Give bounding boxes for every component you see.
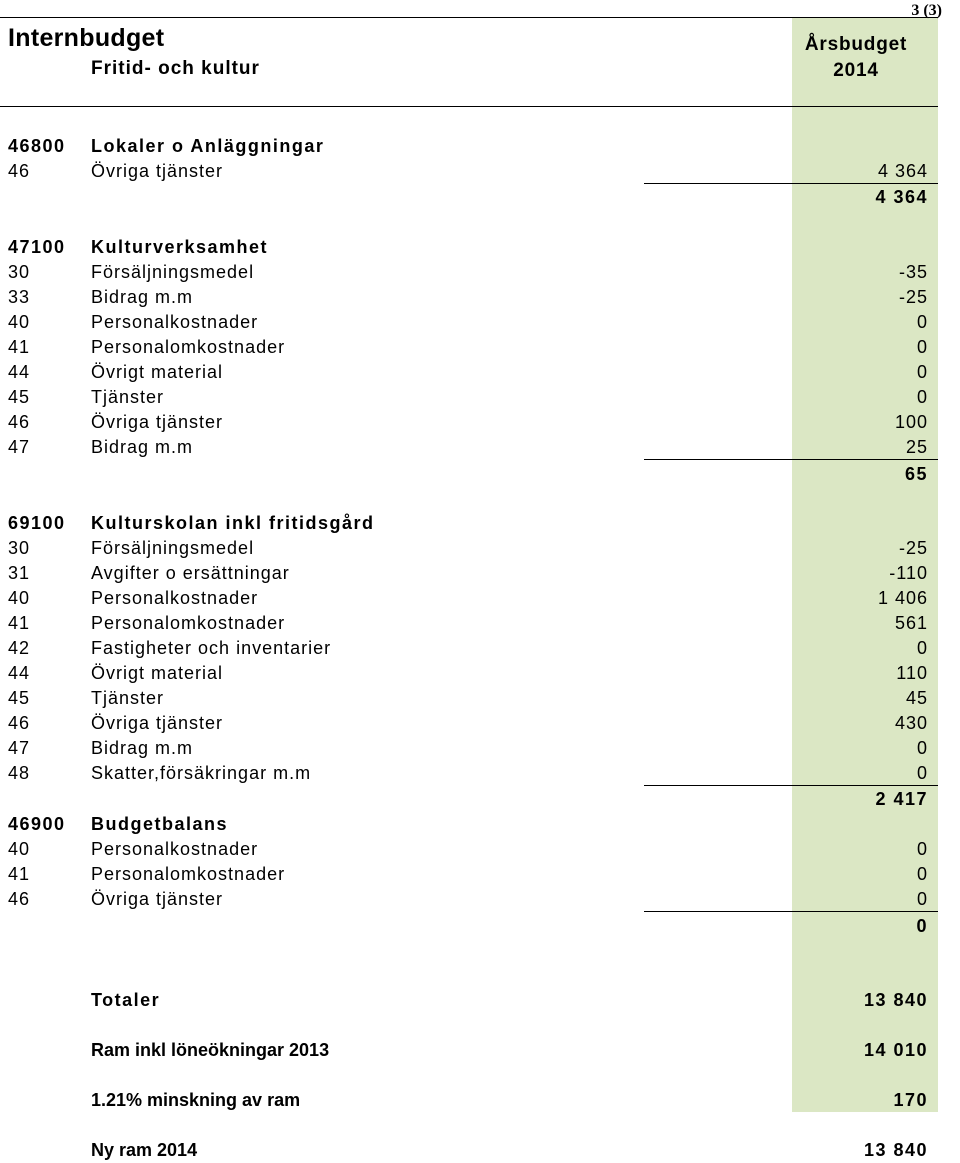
section-header xyxy=(0,812,938,837)
header-separator xyxy=(0,106,938,107)
account-value: -35 xyxy=(898,262,928,282)
summary-label: Ram inkl löneökningar 2013 xyxy=(91,1040,330,1060)
account-code: 47 xyxy=(8,738,31,758)
summary-row-ram xyxy=(0,1038,938,1063)
table-row xyxy=(0,736,938,761)
account-label: Fastigheter och inventarier xyxy=(91,638,332,658)
account-label: Personalkostnader xyxy=(91,839,259,859)
account-code: 30 xyxy=(8,538,31,558)
account-label: Övriga tjänster xyxy=(91,713,224,733)
summary-label: Ny ram 2014 xyxy=(91,1140,198,1160)
table-row xyxy=(0,636,938,661)
account-value: 0 xyxy=(916,864,928,884)
section-name: Kulturverksamhet xyxy=(91,237,269,257)
section-total-value: 4 364 xyxy=(875,187,928,207)
account-code: 44 xyxy=(8,663,31,683)
summary-value: 14 010 xyxy=(863,1040,928,1060)
account-code: 33 xyxy=(8,287,31,307)
account-label: Personalkostnader xyxy=(91,312,259,332)
section-total-value: 2 417 xyxy=(875,789,928,809)
summary-row-totaler xyxy=(0,988,938,1013)
account-label: Avgifter o ersättningar xyxy=(91,563,290,583)
subtotal-rule xyxy=(644,183,938,184)
account-code: 40 xyxy=(8,588,31,608)
account-value: -110 xyxy=(889,563,928,583)
section-code: 47100 xyxy=(8,237,66,257)
account-label: Försäljningsmedel xyxy=(91,538,255,558)
table-row xyxy=(0,385,938,410)
table-row xyxy=(0,686,938,711)
header-top-rule xyxy=(0,17,938,18)
table-row xyxy=(0,335,938,360)
table-row xyxy=(0,661,938,686)
table-row xyxy=(0,837,938,862)
account-label: Personalomkostnader xyxy=(91,864,286,884)
account-value: 0 xyxy=(916,889,928,909)
account-label: Övriga tjänster xyxy=(91,161,224,181)
subtotal-rule xyxy=(644,911,938,912)
account-label: Övriga tjänster xyxy=(91,412,224,432)
section-code: 69100 xyxy=(8,513,66,533)
summary-label: Totaler xyxy=(91,990,161,1010)
account-label: Tjänster xyxy=(91,688,165,708)
account-label: Bidrag m.m xyxy=(91,287,194,307)
summary-row-minskning xyxy=(0,1088,938,1113)
table-row xyxy=(0,410,938,435)
account-value: 110 xyxy=(896,663,928,683)
table-row xyxy=(0,260,938,285)
account-label: Tjänster xyxy=(91,387,165,407)
account-value: 25 xyxy=(905,437,928,457)
section-total xyxy=(0,462,938,487)
account-code: 48 xyxy=(8,763,31,783)
section-header xyxy=(0,235,938,260)
account-label: Bidrag m.m xyxy=(91,738,194,758)
section-name: Lokaler o Anläggningar xyxy=(91,136,325,156)
account-code: 41 xyxy=(8,864,31,884)
section-header xyxy=(0,511,938,536)
table-row xyxy=(0,285,938,310)
account-value: 0 xyxy=(916,387,928,407)
column-year: 2014 xyxy=(833,60,879,81)
account-code: 46 xyxy=(8,161,31,181)
account-value: 0 xyxy=(916,312,928,332)
account-code: 41 xyxy=(8,613,31,633)
account-value: 45 xyxy=(905,688,928,708)
account-label: Skatter,försäkringar m.m xyxy=(91,763,312,783)
account-value: 561 xyxy=(894,613,928,633)
account-code: 46 xyxy=(8,889,31,909)
account-label: Personalomkostnader xyxy=(91,613,286,633)
summary-value: 170 xyxy=(893,1090,928,1110)
section-total-value: 65 xyxy=(904,464,928,484)
document-subtitle: Fritid- och kultur xyxy=(91,58,260,79)
account-label: Personalomkostnader xyxy=(91,337,286,357)
column-title: Årsbudget xyxy=(804,34,908,55)
account-code: 41 xyxy=(8,337,31,357)
table-row xyxy=(0,862,938,887)
account-value: -25 xyxy=(898,287,928,307)
section-code: 46800 xyxy=(8,136,66,156)
account-label: Övriga tjänster xyxy=(91,889,224,909)
summary-label: 1.21% minskning av ram xyxy=(91,1090,301,1110)
account-code: 40 xyxy=(8,839,31,859)
table-row xyxy=(0,586,938,611)
account-code: 45 xyxy=(8,387,31,407)
page-number: 3 (3) xyxy=(911,2,942,19)
subtotal-rule xyxy=(644,459,938,460)
table-row xyxy=(0,310,938,335)
table-row xyxy=(0,360,938,385)
account-value: 0 xyxy=(916,638,928,658)
account-value: 0 xyxy=(916,337,928,357)
account-value: 430 xyxy=(894,713,928,733)
account-code: 47 xyxy=(8,437,31,457)
table-row xyxy=(0,711,938,736)
account-label: Övrigt material xyxy=(91,663,224,683)
account-value: 0 xyxy=(916,763,928,783)
account-code: 30 xyxy=(8,262,31,282)
account-value: 0 xyxy=(916,362,928,382)
summary-value: 13 840 xyxy=(863,990,928,1010)
table-row xyxy=(0,761,938,786)
section-header xyxy=(0,134,938,159)
summary-value: 13 840 xyxy=(863,1140,928,1160)
account-code: 46 xyxy=(8,412,31,432)
account-code: 42 xyxy=(8,638,31,658)
table-row xyxy=(0,435,938,460)
account-label: Personalkostnader xyxy=(91,588,259,608)
section-total-value: 0 xyxy=(916,916,928,936)
account-value: 0 xyxy=(916,738,928,758)
account-code: 40 xyxy=(8,312,31,332)
account-value: 1 406 xyxy=(877,588,928,608)
section-total xyxy=(0,185,938,210)
table-row xyxy=(0,159,938,184)
table-row xyxy=(0,887,938,912)
account-code: 46 xyxy=(8,713,31,733)
account-value: -25 xyxy=(898,538,928,558)
account-value: 100 xyxy=(894,412,928,432)
summary-row-ny-ram xyxy=(0,1138,938,1163)
account-code: 31 xyxy=(8,563,31,583)
account-label: Övrigt material xyxy=(91,362,224,382)
section-name: Budgetbalans xyxy=(91,814,229,834)
account-code: 44 xyxy=(8,362,31,382)
account-value: 0 xyxy=(916,839,928,859)
table-row xyxy=(0,561,938,586)
account-label: Försäljningsmedel xyxy=(91,262,255,282)
section-total xyxy=(0,914,938,939)
table-row xyxy=(0,536,938,561)
document-title: Internbudget xyxy=(8,24,165,52)
account-label: Bidrag m.m xyxy=(91,437,194,457)
section-total xyxy=(0,787,938,812)
account-code: 45 xyxy=(8,688,31,708)
subtotal-rule xyxy=(644,785,938,786)
section-name: Kulturskolan inkl fritidsgård xyxy=(91,513,375,533)
table-row xyxy=(0,611,938,636)
section-code: 46900 xyxy=(8,814,66,834)
account-value: 4 364 xyxy=(877,161,928,181)
